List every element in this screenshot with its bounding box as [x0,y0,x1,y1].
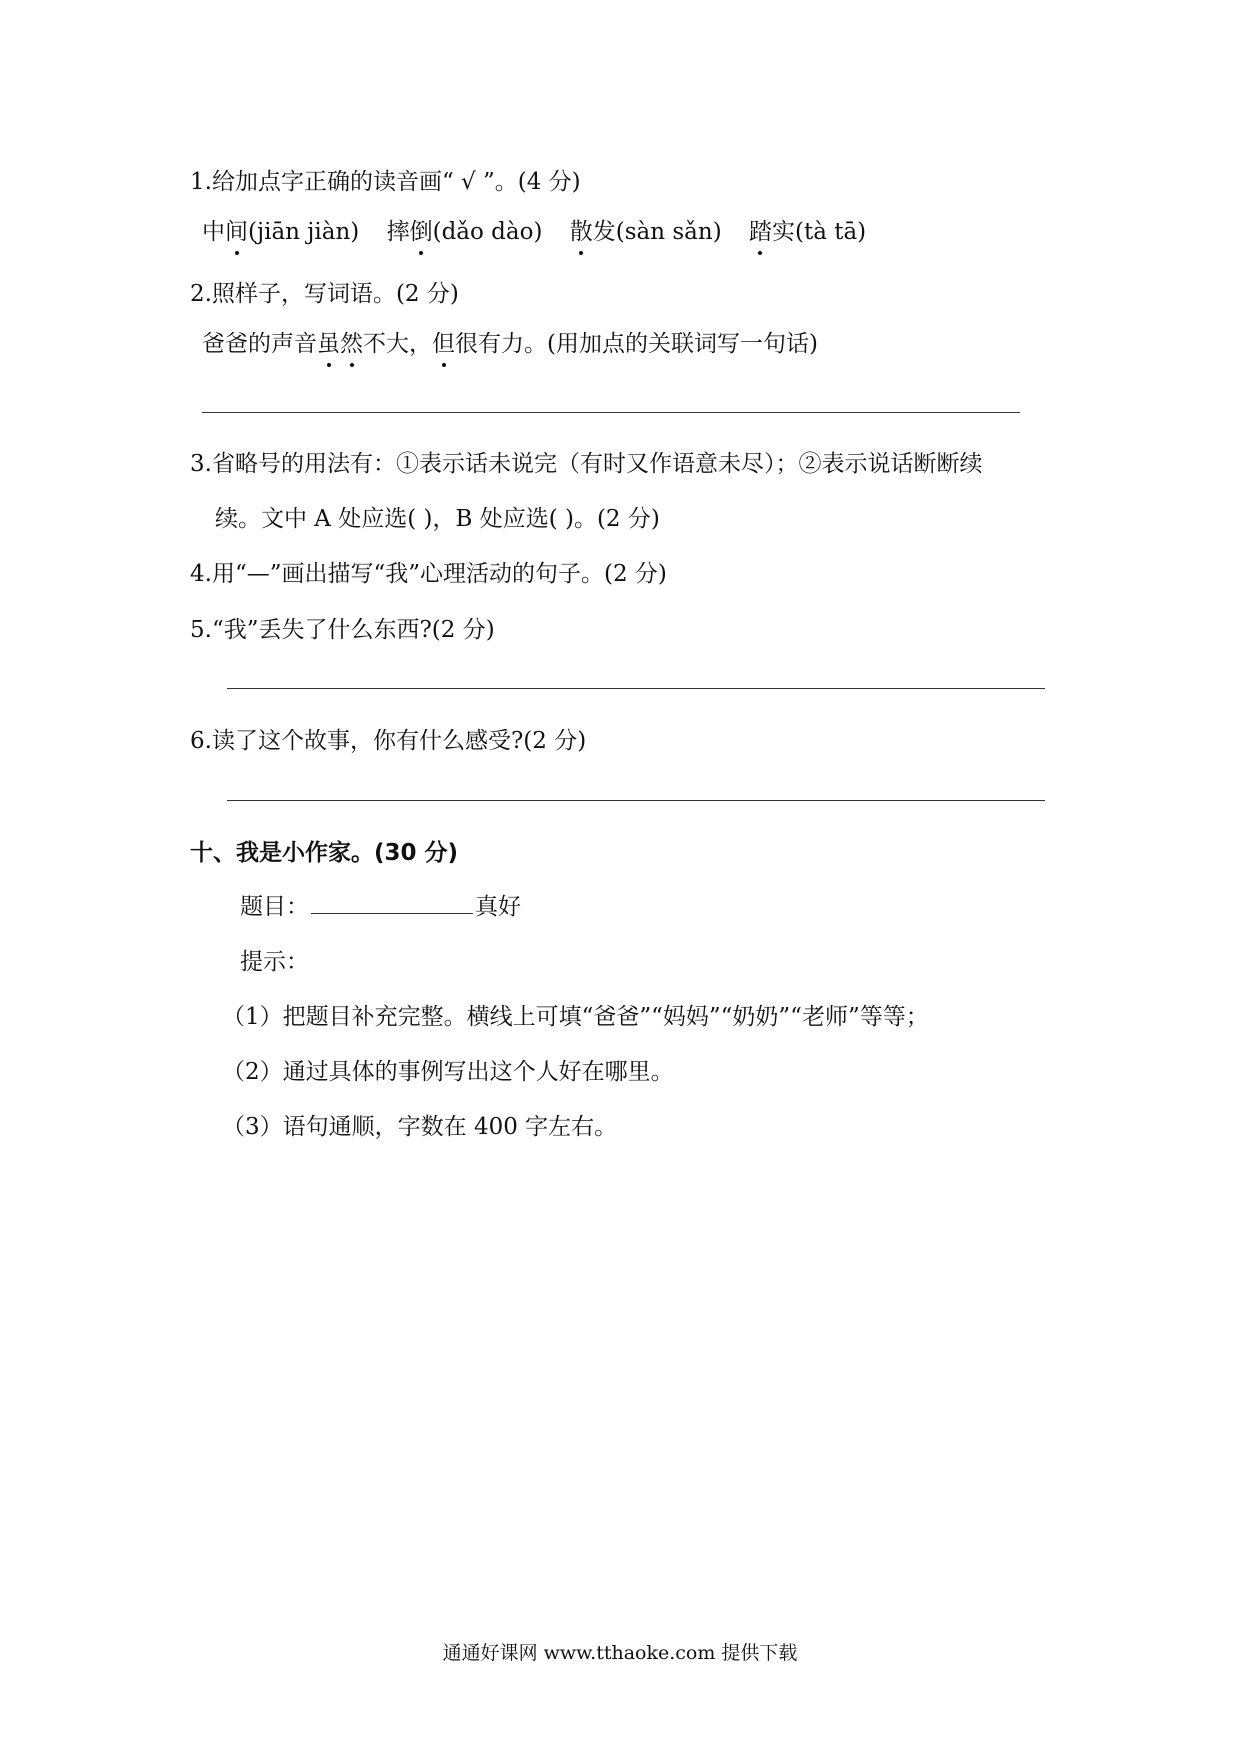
dotted-char: 但 [432,325,455,358]
essay-title-label: 题目： [240,894,309,920]
hint-label: 提示： [240,949,309,975]
q5-answer-line[interactable] [227,688,1045,689]
q3-line-2: 续。文中 A 处应选( )，B 处应选( )。(2 分) [215,506,660,532]
dotted-char: 间 [225,213,248,246]
q5-prompt: 5.“我”丢失了什么东西?(2 分) [190,617,495,643]
dotted-char: 倒 [410,213,433,246]
dotted-char: 踏 [749,213,772,246]
essay-title-row [240,888,521,921]
q2-prompt: 2.照样子，写词语。(2 分) [190,281,459,307]
dotted-char: 虽 [317,325,340,358]
q1-word-1: 中间(jiān jiàn) [202,219,359,245]
hint-2: （2）通过具体的事例写出这个人好在哪里。 [222,1059,674,1085]
q1-prompt: 1.给加点字正确的读音画“ √ ”。(4 分) [190,169,581,195]
dotted-char: 然 [340,325,363,358]
essay-title-suffix: 真好 [475,894,521,920]
q4-prompt: 4.用“—”画出描写“我”心理活动的句子。(2 分) [190,561,667,587]
hint-3: （3）语句通顺，字数在 400 字左右。 [222,1114,618,1140]
q1-word-3: 散发(sàn sǎn) [570,219,722,245]
q6-prompt: 6.读了这个故事，你有什么感受?(2 分) [190,728,587,754]
q2-answer-line[interactable] [202,412,1020,413]
q2-example-sentence: 爸爸的声音虽然不大，但很有力。(用加点的关联词写一句话) [202,325,818,358]
q3-line-1: 3.省略号的用法有：①表示话未说完（有时又作语意未尽）；②表示说话断断续 [190,451,983,477]
q1-word-4: 踏实(tà tā) [749,219,866,245]
q6-answer-line[interactable] [227,800,1045,801]
essay-title-blank[interactable] [311,893,473,914]
dotted-char: 散 [570,213,593,246]
q1-words [202,213,866,246]
q1-word-2: 摔倒(dǎo dào) [387,219,543,245]
section-10-heading: 十、我是小作家。(30 分) [190,840,459,866]
footer-text: 通通好课网 www.tthaoke.com 提供下载 [442,1642,798,1664]
hint-1: （1）把题目补充完整。横线上可填“爸爸”“妈妈”“奶奶”“老师”等等； [222,1004,929,1030]
